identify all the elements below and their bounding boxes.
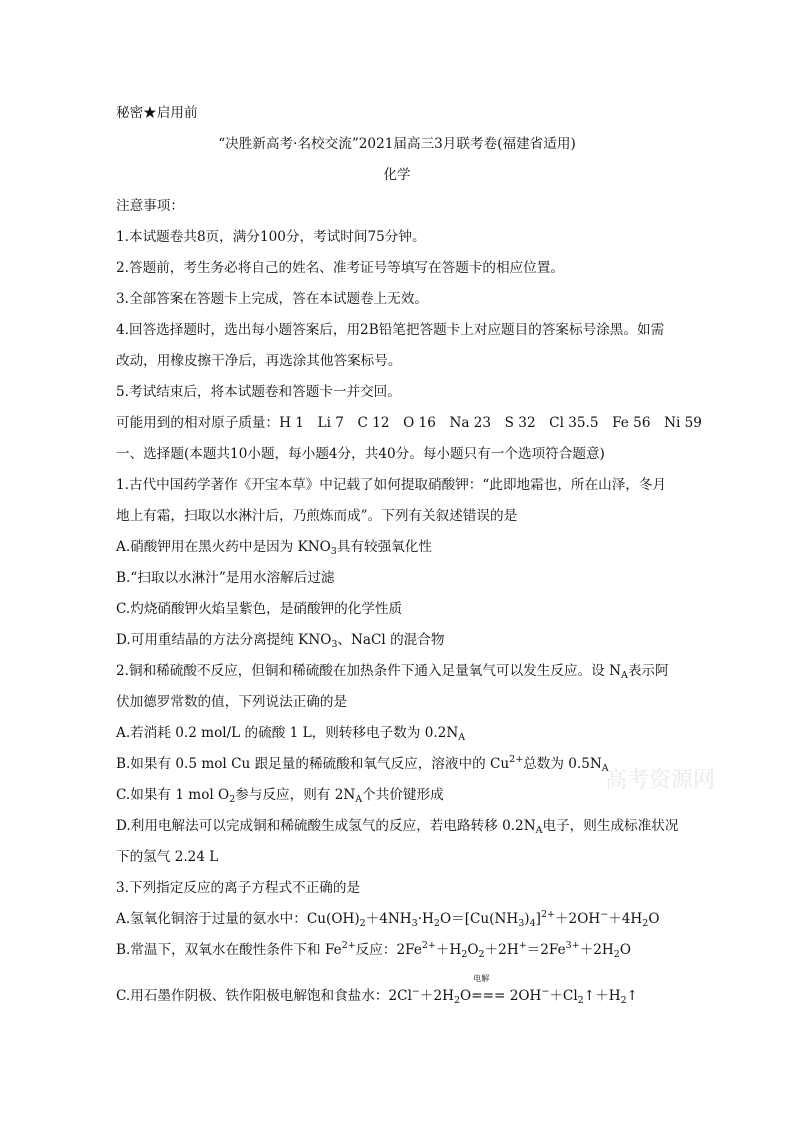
- q1-stem: 1.古代中国药学著作《开宝本草》中记载了如何提取硝酸钾：“此即地霜也，所在山泽，冬月: [116, 477, 667, 493]
- subject-title: 化学: [383, 167, 411, 183]
- q2-option-b: B.如果有 0.5 mol Cu 跟足量的稀硫酸和氧气反应，溶液中的 $Cu^{2+}$总数为 $0.5N_A$: [116, 754, 609, 774]
- electrolysis-arrow: 电解 ===: [471, 974, 506, 1004]
- q2-option-d-cont: 下的氢气 2.24 L: [116, 849, 219, 865]
- notice-item: 2.答题前，考生务必将自己的姓名、准考证号等填写在答题卡的相应位置。: [116, 260, 564, 276]
- notice-item: 改动，用橡皮擦干净后，再选涂其他答案标号。: [116, 353, 402, 369]
- q1-option-c: C.灼烧硝酸钾火焰呈紫色，是硝酸钾的化学性质: [116, 601, 403, 617]
- notice-item: 1.本试题卷共8页，满分100分，考试时间75分钟。: [116, 229, 426, 245]
- q3-option-c: C.用石墨作阴极、铁作阳极电解饱和食盐水：$2Cl^-+2H_2O$ 电解 === $2OH^-+Cl_2↑+H_2↑$: [116, 974, 638, 1006]
- notice-item: 5.考试结束后，将本试题卷和答题卡一并交回。: [116, 384, 401, 400]
- watermark: 高考资源网: [605, 768, 716, 793]
- section-heading: 一、选择题(本题共10小题，每小题4分，共40分。每小题只有一个选项符合题意): [116, 446, 605, 462]
- notice-item: 3.全部答案在答题卡上完成，答在本试题卷上无效。: [116, 291, 429, 307]
- notice-item: 4.回答选择题时，选出每小题答案后，用2B铅笔把答题卡上对应题目的答案标号涂黑。如需: [116, 322, 665, 338]
- atomic-masses: 可能用到的相对原子质量：H 1 Li 7 C 12 O 16 Na 23 S 32 Cl 35.5 Fe 56 Ni 59: [116, 415, 702, 431]
- q2-option-d: D.利用电解法可以完成铜和稀硫酸生成氢气的反应，若电路转移 $0.2N_A$电子，则生成标准状况: [116, 818, 679, 836]
- q1-option-d: D.可用重结晶的方法分离提纯 $KNO_3$、NaCl 的混合物: [116, 632, 445, 650]
- q1-option-a: A.硝酸钾用在黑火药中是因为 $KNO_3$具有较强氧化性: [116, 539, 432, 557]
- q2-stem: 2.铜和稀硫酸不反应，但铜和稀硫酸在加热条件下通入足量氧气可以发生反应。设 $N_A$表示阿: [116, 663, 669, 681]
- q2-option-c: C.如果有 1 mol $O_2$参与反应，则有 $2N_A$个共价键形成: [116, 787, 444, 805]
- q3-stem: 3.下列指定反应的离子方程式不正确的是: [116, 880, 361, 896]
- secret-label: 秘密★启用前: [116, 105, 198, 121]
- q1-stem: 地上有霜，扫取以水淋汁后，乃煎炼而成”。下列有关叙述错误的是: [116, 508, 518, 524]
- exam-title: “决胜新高考·名校交流”2021届高三3月联考卷(福建省适用): [218, 136, 576, 152]
- notice-heading: 注意事项：: [116, 198, 184, 214]
- q2-option-a: A.若消耗 0.2 mol/L 的硫酸 1 L，则转移电子数为 $0.2N_A$: [116, 725, 466, 743]
- q1-option-b: B.“扫取以水淋汁”是用水溶解后过滤: [116, 570, 335, 586]
- q3-option-a: A.氢氧化铜溶于过量的氨水中：$Cu(OH)_2+4NH_3\cdot H_2O=[Cu(NH_3)_4]^{2+}+2OH^-+4H_2O$: [116, 909, 660, 929]
- q2-stem: 伏加德罗常数的值，下列说法正确的是: [116, 694, 348, 710]
- q3-option-b: B.常温下，双氧水在酸性条件下和 $Fe^{2+}$反应：$2Fe^{2+}+H_2O_2+2H^+=2Fe^{3+}+2H_2O$: [116, 940, 631, 960]
